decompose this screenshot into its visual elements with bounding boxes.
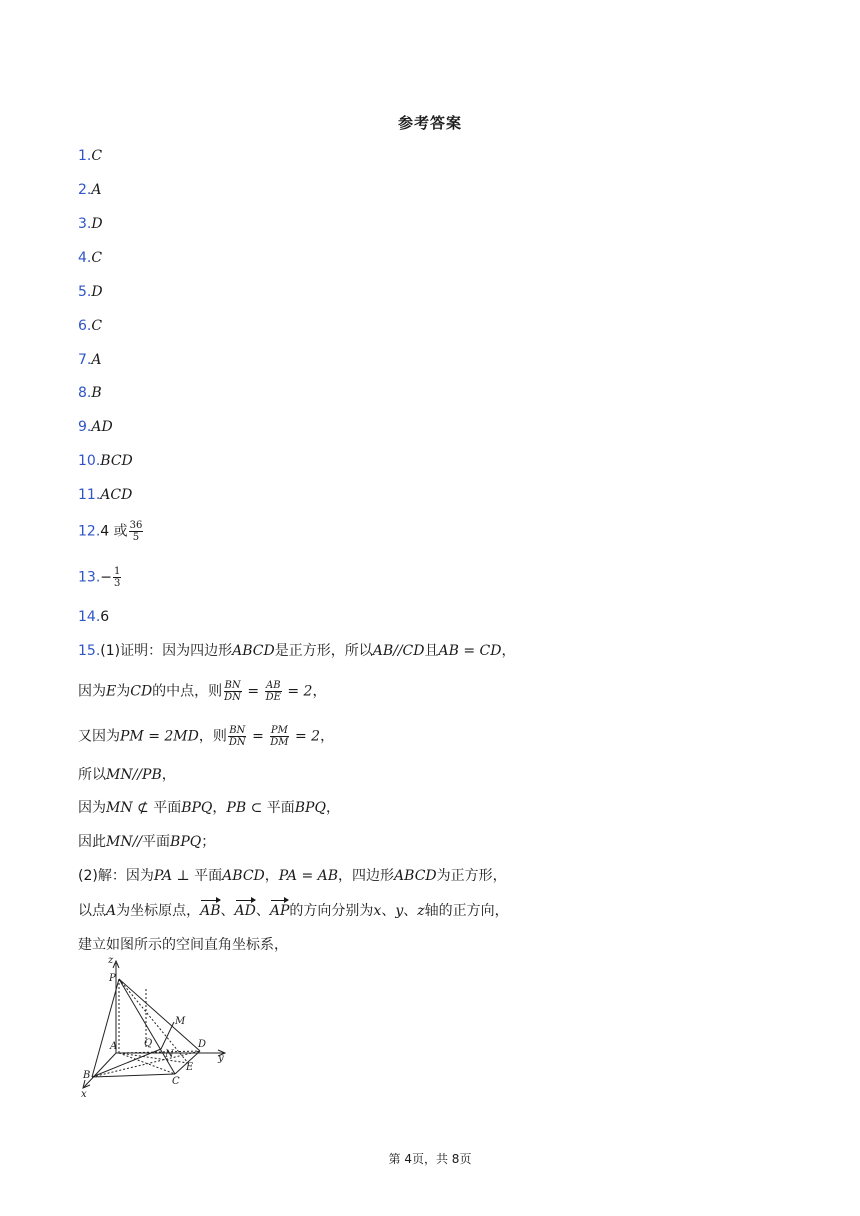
answer-choice: D <box>91 284 103 300</box>
math: y <box>395 903 404 919</box>
answer-item <box>78 383 102 403</box>
answer-choice: D <box>91 216 103 232</box>
answer-number: 9. <box>78 419 92 435</box>
label-e: E <box>186 1062 194 1073</box>
label-x: x <box>81 1089 87 1100</box>
text: ， <box>161 767 176 783</box>
label-y: y <box>218 1053 224 1064</box>
answer-number: 12. <box>78 523 101 540</box>
text: ， <box>212 800 227 816</box>
answer-12 <box>78 520 144 543</box>
denominator: 5 <box>132 532 140 543</box>
solution-line-6 <box>78 832 215 852</box>
answer-number: 8. <box>78 385 92 401</box>
math: ABCD <box>232 643 275 659</box>
label-d: D <box>198 1039 207 1050</box>
math: = <box>247 728 269 745</box>
text: (2)解：因为 <box>78 868 154 884</box>
answer-choice: BCD <box>100 453 133 469</box>
answer-item <box>78 451 133 471</box>
answer-number: 3. <box>78 216 92 232</box>
text: ， <box>501 643 516 659</box>
fraction <box>223 680 242 703</box>
answer-choice: ACD <box>100 487 133 503</box>
text: ，四边形 <box>338 868 395 884</box>
page-footer: 第 4页，共 8页 <box>388 1152 472 1166</box>
minus-sign: − <box>100 569 112 586</box>
math: PB ⊂ <box>226 800 267 816</box>
text: 平面 <box>266 800 295 816</box>
math: PA = AB <box>278 868 339 884</box>
answer-number: 7. <box>78 352 92 368</box>
text: 、 <box>403 903 418 919</box>
text: 的方向分别为 <box>289 903 374 919</box>
text: 因为 <box>78 800 106 816</box>
text: ， <box>320 728 335 745</box>
label-m: M <box>175 1016 186 1027</box>
numerator: AB <box>265 680 281 691</box>
vector-ab: AB <box>200 903 221 919</box>
answer-number: 14. <box>78 609 101 625</box>
text: 是正方形，所以 <box>274 643 373 659</box>
numerator: PM <box>270 725 288 736</box>
solution-line-7 <box>78 866 507 886</box>
label-z: z <box>108 955 114 966</box>
text: 因为 <box>78 683 106 700</box>
math: BPQ <box>181 800 213 816</box>
math: BPQ <box>294 800 326 816</box>
answer-number: 13. <box>78 569 101 586</box>
answer-choice: A <box>91 182 102 198</box>
numerator: BN <box>224 680 241 691</box>
denominator: DE <box>265 692 281 703</box>
answer-item <box>78 350 101 370</box>
label-q: Q <box>144 1038 153 1049</box>
text: 为正方形， <box>436 868 507 884</box>
math: PM = 2MD <box>120 728 199 745</box>
math: z <box>417 903 425 919</box>
answer-item <box>78 248 102 268</box>
math: AB//CD <box>372 643 425 659</box>
answer-item <box>78 485 132 505</box>
fraction <box>269 725 289 748</box>
solution-line-3 <box>78 725 334 748</box>
math: BPQ <box>170 834 202 850</box>
answer-item <box>78 282 103 302</box>
answer-number: 15. <box>78 643 101 659</box>
answer-choice: C <box>91 250 103 266</box>
text: ， <box>325 800 340 816</box>
denominator: 3 <box>114 578 121 589</box>
solution-line-1 <box>78 641 515 661</box>
denominator: DN <box>224 692 241 703</box>
answer-choice: C <box>91 318 103 334</box>
label-a: A <box>110 1041 118 1052</box>
label-p: P <box>109 973 116 984</box>
answer-number: 5. <box>78 284 92 300</box>
solution-line-2 <box>78 680 326 703</box>
answer-choice: A <box>91 352 102 368</box>
text: 为 <box>116 683 131 700</box>
text: 平面 <box>194 868 223 884</box>
answer-number: 2. <box>78 182 92 198</box>
answer-number: 11. <box>78 487 101 503</box>
text: 、 <box>255 903 270 919</box>
fraction <box>129 520 144 543</box>
text: ，则 <box>198 728 227 745</box>
denominator: DM <box>270 737 289 748</box>
answer-text: 4 或 <box>100 523 128 540</box>
text: 、 <box>220 903 235 919</box>
answer-13 <box>78 566 122 589</box>
answer-number: 4. <box>78 250 92 266</box>
answer-text: 6 <box>100 609 110 625</box>
answer-item <box>78 316 102 336</box>
math: CD <box>130 683 153 700</box>
answer-item <box>78 417 113 437</box>
math: AB = CD <box>438 643 502 659</box>
numerator: 36 <box>129 520 143 531</box>
pyramid-svg <box>72 955 242 1100</box>
text: 所以 <box>78 767 106 783</box>
text: 的中点，则 <box>152 683 223 700</box>
pyramid-coordinate-figure <box>72 955 242 1104</box>
math: MN ⊄ <box>106 800 154 816</box>
answer-number: 10. <box>78 453 101 469</box>
math: E <box>106 683 117 700</box>
solution-line-8 <box>78 901 509 921</box>
text: (1)证明：因为四边形 <box>100 643 233 659</box>
label-b: B <box>83 1070 91 1081</box>
fraction <box>113 566 121 589</box>
answer-14 <box>78 607 109 627</box>
edge-pd <box>119 979 200 1051</box>
text: 建立如图所示的空间直角坐标系， <box>78 937 288 953</box>
answer-item <box>78 180 101 200</box>
math: x <box>373 903 382 919</box>
text: ， <box>264 868 279 884</box>
label-c: C <box>172 1076 180 1087</box>
answer-choice: B <box>91 385 102 401</box>
text: 轴的正方向， <box>424 903 509 919</box>
text: 平面 <box>153 800 182 816</box>
numerator: 1 <box>114 566 121 577</box>
text: 平面 <box>142 834 171 850</box>
text: 因此 <box>78 834 106 850</box>
math: ABCD <box>394 868 437 884</box>
answer-number: 6. <box>78 318 92 334</box>
numerator: BN <box>229 725 246 736</box>
answer-item <box>78 146 102 166</box>
answer-number: 1. <box>78 148 92 164</box>
vector-ap: AP <box>269 903 290 919</box>
answer-item <box>78 214 103 234</box>
solution-line-5 <box>78 798 340 818</box>
solution-line-9 <box>78 935 288 955</box>
text: 、 <box>381 903 396 919</box>
denominator: DN <box>228 737 246 748</box>
text: 又因为 <box>78 728 120 745</box>
math: A <box>106 903 117 919</box>
fraction <box>228 725 247 748</box>
math: ABCD <box>222 868 265 884</box>
label-n: N <box>165 1049 174 1060</box>
answer-choice: AD <box>91 419 113 435</box>
text: ； <box>201 834 216 850</box>
fraction <box>265 680 282 703</box>
math: MN// <box>106 834 143 850</box>
edge-nm <box>161 1022 174 1049</box>
vector-ad: AD <box>234 903 256 919</box>
edge-pb <box>92 979 119 1077</box>
text: 为坐标原点， <box>116 903 201 919</box>
math: = <box>242 683 264 700</box>
math: MN//PB <box>106 767 162 783</box>
math: = 2 <box>290 728 321 745</box>
math: PA ⊥ <box>153 868 195 884</box>
text: 且 <box>424 643 439 659</box>
text: 以点 <box>78 903 106 919</box>
text: ， <box>312 683 327 700</box>
page-title: 参考答案 <box>397 114 462 132</box>
math: = 2 <box>282 683 313 700</box>
solution-line-4 <box>78 765 176 785</box>
answer-choice: C <box>91 148 103 164</box>
